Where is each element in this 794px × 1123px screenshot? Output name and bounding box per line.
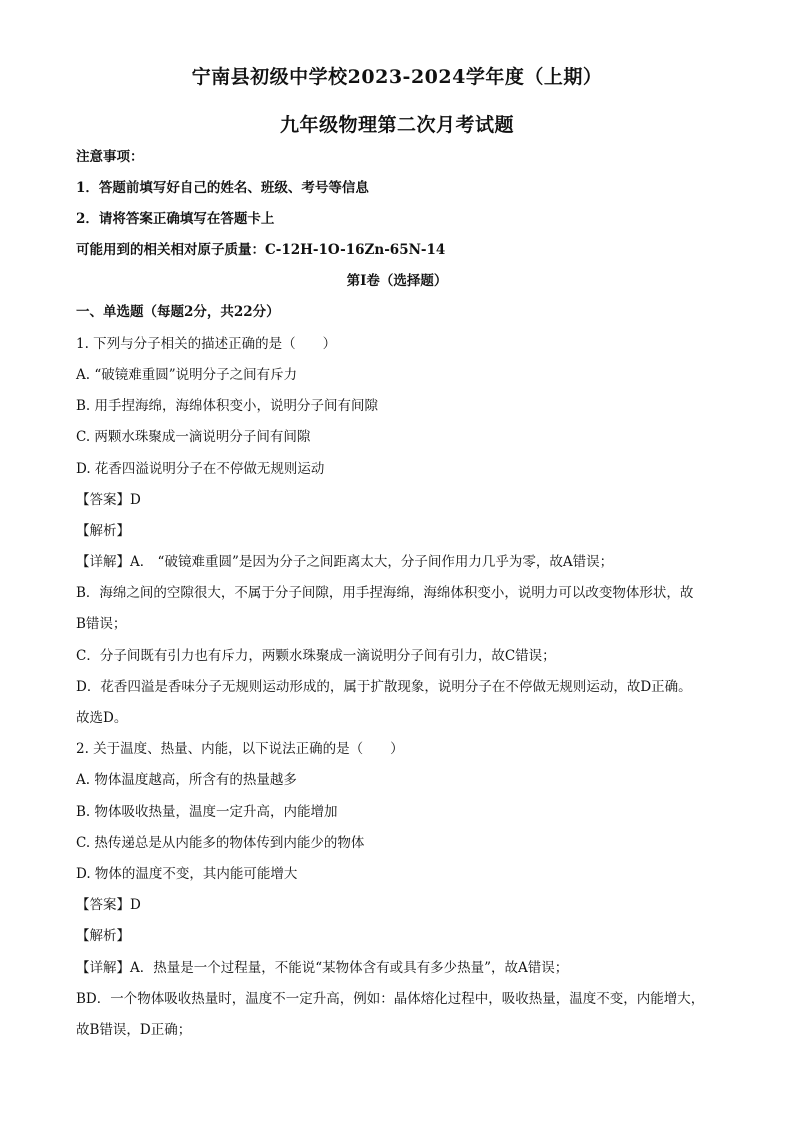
q2-analysis-label: 【解析】	[76, 928, 130, 944]
q2-answer: 【答案】D	[76, 897, 141, 913]
q2-detail-1: 【详解】A．热量是一个过程量，不能说“某物体含有或具有多少热量”，故A错误；	[76, 960, 569, 976]
q2-option-a: A. 物体温度越高，所含有的热量越多	[76, 772, 297, 788]
q2-detail-2a: BD．一个物体吸收热量时，温度不一定升高，例如：晶体熔化过程中，吸收热量，温度不变，内能增大，	[76, 991, 705, 1007]
q1-conclusion: 故选D。	[76, 710, 128, 726]
exam-title: 宁南县初级中学校2023-2024学年度（上期）	[191, 66, 603, 88]
section-title: 一、单选题（每题2分，共22分）	[76, 304, 280, 320]
q1-detail-3: C．分子间既有引力也有斥力，两颗水珠聚成一滴说明分子间有引力，故C错误；	[76, 648, 556, 664]
q1-option-a: A. “破镜难重圆”说明分子之间有斥力	[76, 367, 298, 383]
q1-detail-2a: B．海绵之间的空隙很大，不属于分子间隙，用手捏海绵，海绵体积变小，说明力可以改变物体形状，故	[76, 585, 694, 601]
q1-option-b: B. 用手捏海绵，海绵体积变小，说明分子间有间隙	[76, 398, 379, 414]
exam-subtitle: 九年级物理第二次月考试题	[279, 114, 514, 136]
q2-option-c: C. 热传递总是从内能多的物体传到内能少的物体	[76, 835, 365, 851]
q2-detail-2b: 故B错误，D正确；	[76, 1022, 192, 1038]
q1-stem: 1. 下列与分子相关的描述正确的是（ ）	[76, 336, 337, 352]
q2-option-b: B. 物体吸收热量，温度一定升高，内能增加	[76, 804, 338, 820]
q1-detail-1: 【详解】A． “破镜难重圆”是因为分子之间距离太大，分子间作用力几乎为零，故A错误；	[76, 554, 614, 570]
q2-option-d: D. 物体的温度不变，其内能可能增大	[76, 866, 298, 882]
q1-answer: 【答案】D	[76, 492, 141, 508]
atomic-mass-note: 可能用到的相关相对原子质量：C-12H-1O-16Zn-65N-14	[76, 242, 446, 258]
notice-item-2: 2．请将答案正确填写在答题卡上	[76, 211, 275, 227]
notice-item-1: 1．答题前填写好自己的姓名、班级、考号等信息	[76, 180, 369, 196]
q1-detail-2b: B错误；	[76, 616, 127, 632]
notice-heading: 注意事项：	[76, 149, 144, 165]
q1-analysis-label: 【解析】	[76, 523, 130, 539]
q1-option-c: C. 两颗水珠聚成一滴说明分子间有间隙	[76, 429, 311, 445]
q1-option-d: D. 花香四溢说明分子在不停做无规则运动	[76, 461, 325, 477]
q2-stem: 2. 关于温度、热量、内能，以下说法正确的是（ ）	[76, 741, 404, 757]
q1-detail-4: D．花香四溢是香味分子无规则运动形成的，属于扩散现象，说明分子在不停做无规则运动，故D正确。	[76, 679, 692, 695]
volume-title: 第Ⅰ卷（选择题）	[346, 273, 448, 289]
